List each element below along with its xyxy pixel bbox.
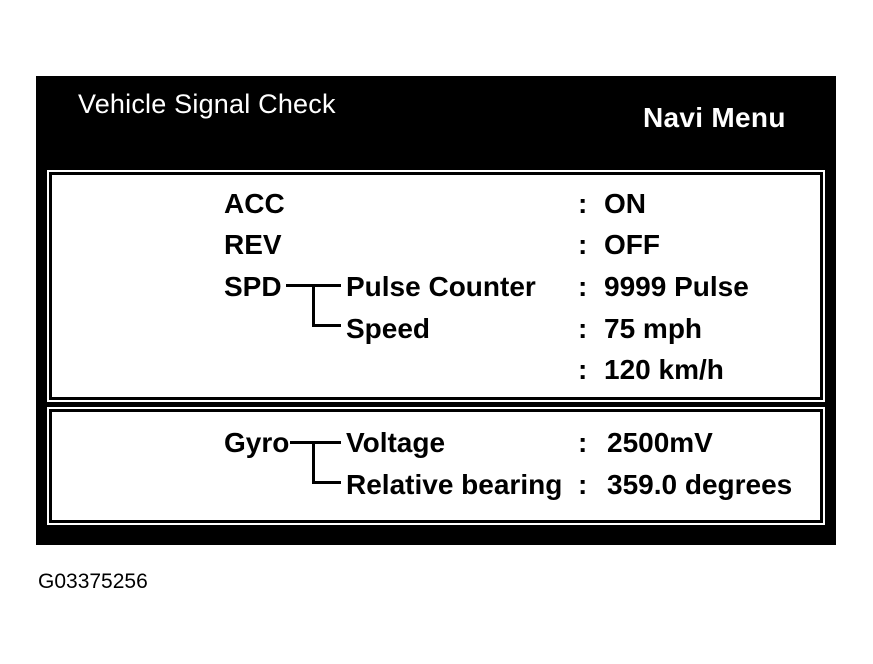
- vehicle-signals-panel: [49, 172, 823, 400]
- gyro-panel: [49, 409, 823, 523]
- relative-bearing-label: Relative bearing: [346, 469, 563, 500]
- rev-label: REV: [224, 229, 282, 260]
- speed-mph-value: 75 mph: [604, 313, 703, 344]
- acc-colon: :: [578, 188, 588, 219]
- rev-colon: :: [578, 229, 588, 260]
- screen-title: Vehicle Signal Check: [78, 89, 336, 119]
- relative-bearing-value: 359.0 degrees: [607, 469, 793, 500]
- relative-bearing-colon: :: [578, 469, 588, 500]
- voltage-label: Voltage: [346, 427, 446, 458]
- acc-label: ACC: [224, 188, 285, 219]
- rev-value: OFF: [604, 229, 660, 260]
- pulse-counter-value: 9999 Pulse: [604, 271, 749, 302]
- voltage-value: 2500mV: [607, 427, 713, 458]
- speed-mph-colon: :: [578, 313, 588, 344]
- navigation-screen: [36, 76, 836, 545]
- speed-kmh-colon: :: [578, 354, 588, 385]
- speed-label: Speed: [346, 313, 431, 344]
- acc-value: ON: [604, 188, 646, 219]
- spd-label: SPD: [224, 271, 282, 302]
- pulse-counter-label: Pulse Counter: [346, 271, 536, 302]
- figure-code: G03375256: [38, 570, 148, 593]
- voltage-colon: :: [578, 427, 588, 458]
- pulse-counter-colon: :: [578, 271, 588, 302]
- speed-kmh-value: 120 km/h: [604, 354, 724, 385]
- navi-menu-button[interactable]: Navi Menu: [643, 102, 786, 133]
- gyro-label: Gyro: [224, 427, 290, 458]
